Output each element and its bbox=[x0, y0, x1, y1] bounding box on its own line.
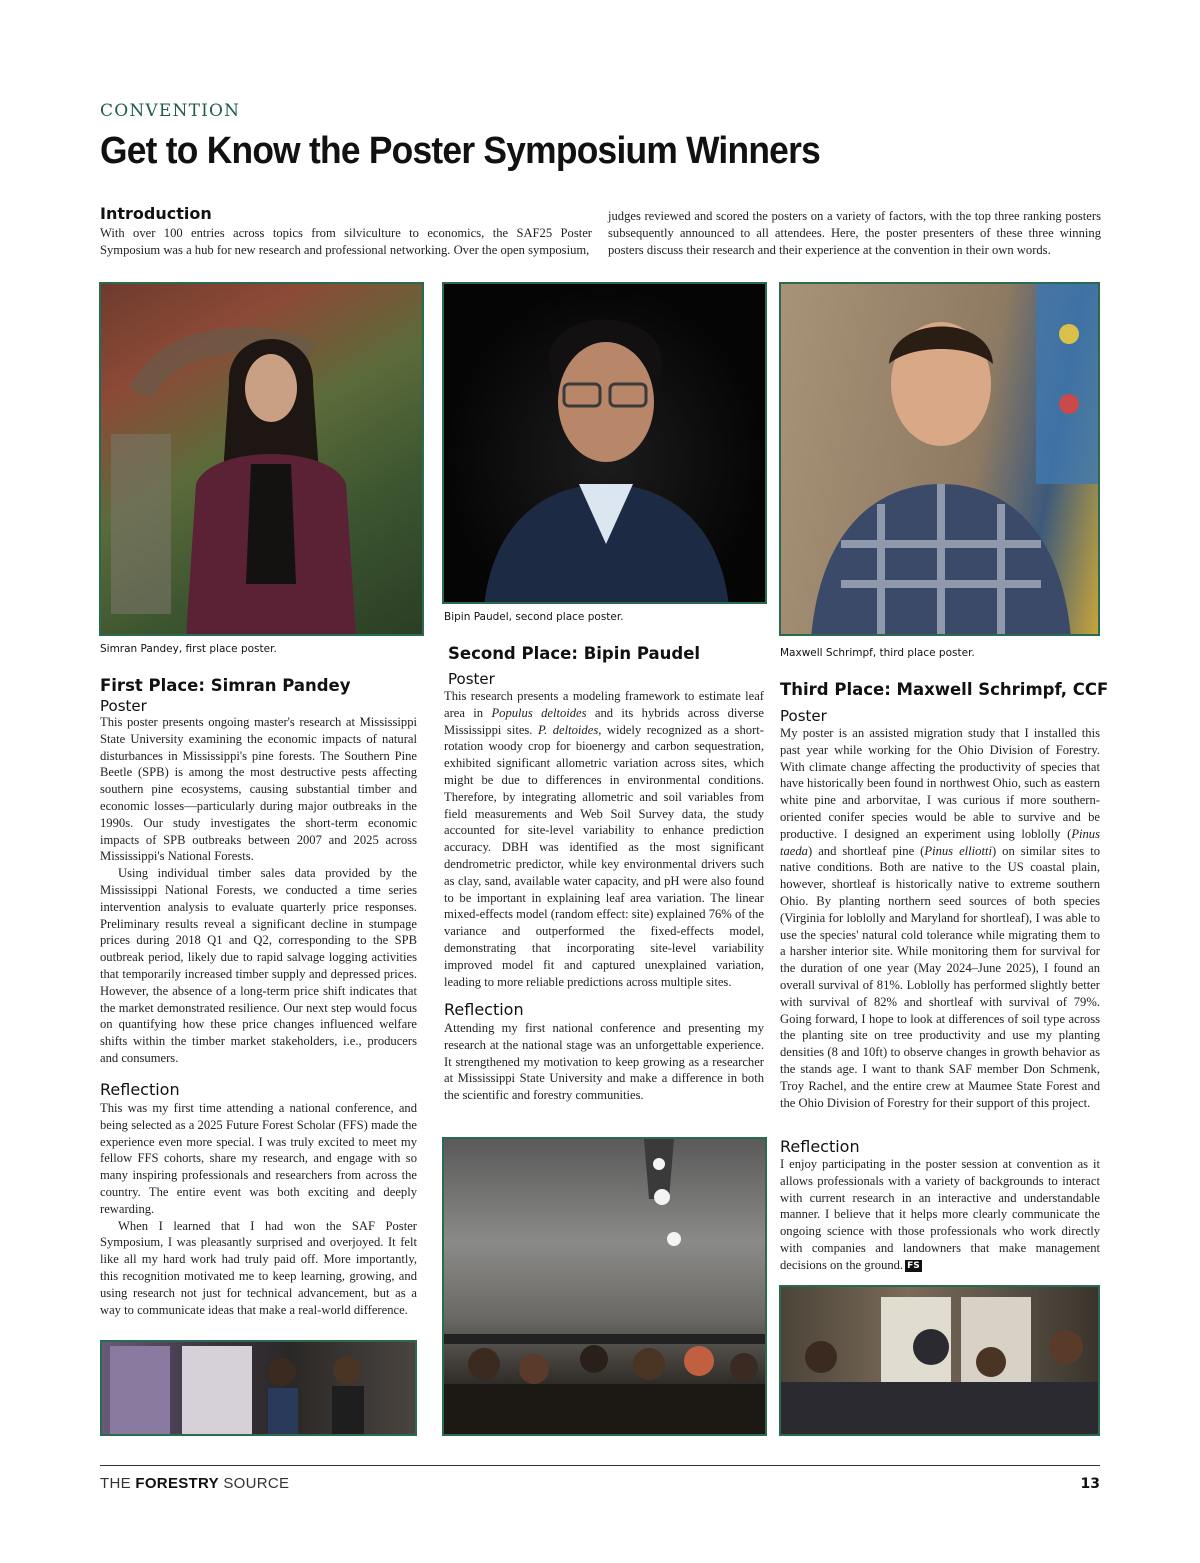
page-title: Get to Know the Poster Symposium Winners bbox=[100, 130, 821, 172]
end-of-article-mark: FS bbox=[907, 1260, 920, 1271]
first-place-heading: First Place: Simran Pandey bbox=[100, 676, 351, 695]
portrait-figure-icon bbox=[444, 284, 767, 604]
third-poster-paragraph: My poster is an assisted migration study that I installed this past year while working for the Ohio Division of Forestry. With climate change affecting the productivity of species that have historically been found in northwest Ohio, such as eastern white pine and arborvitae, I was curious if more southern-oriented conifer species would be able to survive and be productive. I designed an experiment using loblolly (Pinus taeda) and shortleaf pine (Pinus elliotti) on similar sites to native conditions. Both are native to the US coastal plain, however, shortleaf is historically native to extreme southern Ohio. By planting northern seed sources of both species (Virginia for loblolly and Maryland for shortleaf), I was able to use the species' natural cold tolerance while migrating them to a harsher interior site. While monitoring them for survival for the duration of one year (May 2024–June 2025), I found an overall survival of 81%. Loblolly has performed slightly better with survival of 82% and shortleaf with survival of 79%. Going forward, I hope to look at differences of soil type across the planting site on tree productivity and use my planting densities (8 and 10ft) to observe changes in growth behavior as the stands age. I want to thank SAF member Don Schmenk, Troy Rachel, and the entire crew at Maumee State Forest and the Ohio Division of Forestry for their support of this project. bbox=[780, 726, 1100, 1110]
intro-text-left: With over 100 entries across topics from silviculture to economics, the SAF25 Poster Symposium was a hub for new research and professional networking. Over the open symposium, bbox=[100, 226, 592, 257]
first-poster-paragraph-2: Using individual timber sales data provided by the Mississippi National Forests, we conducted a time series intervention analysis to evaluate quarterly price responses. Preliminary results reveal a significant decline in stumpage prices during 2018 Q1 and Q2, corresponding to the SPB outbreak period, likely due to rapid salvage logging activities that temporarily increased timber supply and depressed prices. However, the absence of a long-term price shift indicates that the market demonstrated resilience. Our next step would focus on quantifying how these price changes influenced welfare shifts within the timber market stakeholders, i.e., producers and consumers. bbox=[100, 866, 417, 1065]
first-reflection-heading: Reflection bbox=[100, 1080, 180, 1099]
third-poster-label: Poster bbox=[780, 707, 827, 725]
first-poster-label: Poster bbox=[100, 697, 147, 715]
second-reflection-paragraph: Attending my first national conference and presenting my research at the national stage was an unforgettable experience. It strengthened my motivation to keep growing as a researcher at Mississippi State University and make a difference in both the scientific and forestry communities. bbox=[444, 1021, 764, 1103]
portrait-figure-icon bbox=[101, 284, 424, 636]
second-reflection-heading: Reflection bbox=[444, 1000, 524, 1019]
caption-first: Simran Pandey, first place poster. bbox=[100, 643, 277, 655]
third-reflection-heading: Reflection bbox=[780, 1137, 860, 1156]
crowd-scene-icon bbox=[444, 1139, 767, 1436]
third-reflection-text bbox=[780, 1156, 1100, 1274]
maxwell-schrimpf-photo bbox=[779, 282, 1100, 636]
caption-second: Bipin Paudel, second place poster. bbox=[444, 611, 624, 623]
first-reflection-paragraph-2: When I learned that I had won the SAF Poster Symposium, I was pleasantly surprised and overjoyed. It felt like all my hard work had truly paid off. More importantly, this recognition motivated me to keep learning, growing, and using research not just for technical advancement, but as a way to communicate ideas that make a real-world difference. bbox=[100, 1218, 417, 1317]
bipin-paudel-photo bbox=[442, 282, 767, 604]
second-poster-paragraph: This research presents a modeling framework to estimate leaf area in Populus deltoides and its hybrids across diverse Mississippi sites. P. deltoides, widely recognized as a short-rotation woody crop for bioenergy and carbon sequestration, exhibited significant allometric variation across sites, which might be due to differences in environmental conditions. Therefore, by integrating allometric and soil variables from field measurements and Web Soil Survey data, the study accounted for site-level variability to enhance prediction accuracy. DBH was identified as the most significant dendrometric predictor, while key environmental drivers such as clay, sand, available water capacity, and pH were also found to be important in explaining leaf area variation. The linear mixed-effects model (random effect: site) explained 76% of the variance and outperformed the fixed-effects model, demonstrating that incorporating site-level variability improved model fit and captured unexplained variation, leading to more reliable predictions across multiple sites. bbox=[444, 689, 764, 989]
third-poster-text bbox=[780, 725, 1100, 1111]
second-reflection-text bbox=[444, 1020, 764, 1104]
intro-heading: Introduction bbox=[100, 204, 212, 223]
third-reflection-paragraph: I enjoy participating in the poster session at convention as it allows professionals with a variety of backgrounds to interact with current research in an interactive and understandable manner. I believe that it helps more clearly communicate the ongoing science with those professionals who work directly with companies and landowners that make management decisions on the ground. FS bbox=[780, 1157, 1100, 1272]
convention-hall-photo bbox=[442, 1137, 767, 1436]
first-poster-paragraph-1: This poster presents ongoing master's research at Mississippi State University examining the economic impacts of natural disturbances in Mississippi's pine forests. The Southern Pine Beetle (SPB) is among the most destructive pests affecting southern pine ecosystems, causing substantial timber and economic losses—particularly during major outbreaks in the 1990s. Our study investigates the short-term economic impacts of SPB outbreaks between 2007 and 2025 across Mississippi's National Forests. bbox=[100, 715, 417, 864]
caption-third: Maxwell Schrimpf, third place poster. bbox=[780, 647, 975, 659]
poster-session-photo-left bbox=[100, 1340, 417, 1436]
crowd-scene-icon bbox=[781, 1287, 1100, 1436]
page-number: 13 bbox=[1080, 1476, 1100, 1492]
poster-session-photo-right bbox=[779, 1285, 1100, 1436]
second-poster-label: Poster bbox=[448, 670, 495, 688]
section-kicker: CONVENTION bbox=[100, 101, 241, 121]
portrait-figure-icon bbox=[781, 284, 1100, 636]
footer-divider bbox=[100, 1465, 1100, 1466]
simran-pandey-photo bbox=[99, 282, 424, 636]
first-reflection-paragraph-1: This was my first time attending a national conference, and being selected as a 2025 Future Forest Scholar (FFS) made the experience even more special. I was truly excited to meet my fellow FFS cohorts, share my research, and engage with so many inspiring professionals and researchers from across the country. The entire event was both exciting and deeply rewarding. bbox=[100, 1101, 417, 1216]
second-place-heading: Second Place: Bipin Paudel bbox=[448, 644, 701, 663]
third-place-heading: Third Place: Maxwell Schrimpf, CCF bbox=[780, 680, 1109, 699]
first-reflection-text bbox=[100, 1100, 417, 1318]
intro-text-right: judges reviewed and scored the posters on a variety of factors, with the top three ranking posters subsequently announced to all attendees. Here, the poster presenters of these three winning posters discuss their research and their experience at the convention in their own words. bbox=[608, 209, 1101, 257]
publication-name: THE FORESTRY SOURCE bbox=[100, 1475, 290, 1492]
first-poster-text bbox=[100, 714, 417, 1067]
second-poster-text bbox=[444, 688, 764, 990]
crowd-scene-icon bbox=[102, 1342, 417, 1436]
